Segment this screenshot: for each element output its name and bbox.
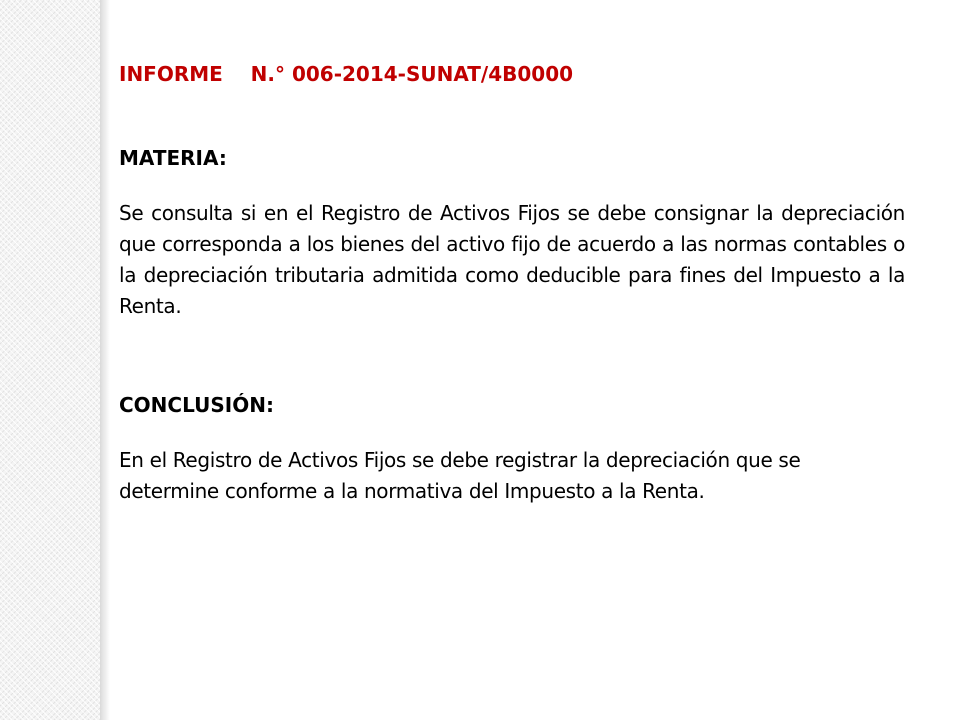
- materia-heading: MATERIA:: [119, 146, 227, 170]
- decorative-sidebar-pattern: [0, 0, 100, 720]
- sidebar-shadow-edge: [100, 0, 110, 720]
- report-title: INFORME N.° 006-2014-SUNAT/4B0000: [119, 62, 574, 86]
- materia-text: Se consulta si en el Registro de Activos Fijos se debe consignar la depreciación que corresponda a los bienes del activo fijo de acuerdo a las normas contables o la depreciación tributaria admitida como deducible para fines del Impuesto a la Renta.: [119, 201, 905, 318]
- report-content: [119, 60, 905, 507]
- conclusion-heading: CONCLUSIÓN:: [119, 393, 274, 417]
- conclusion-text: En el Registro de Activos Fijos se debe registrar la depreciación que se determine conforme a la normativa del Impuesto a la Renta.: [119, 448, 801, 503]
